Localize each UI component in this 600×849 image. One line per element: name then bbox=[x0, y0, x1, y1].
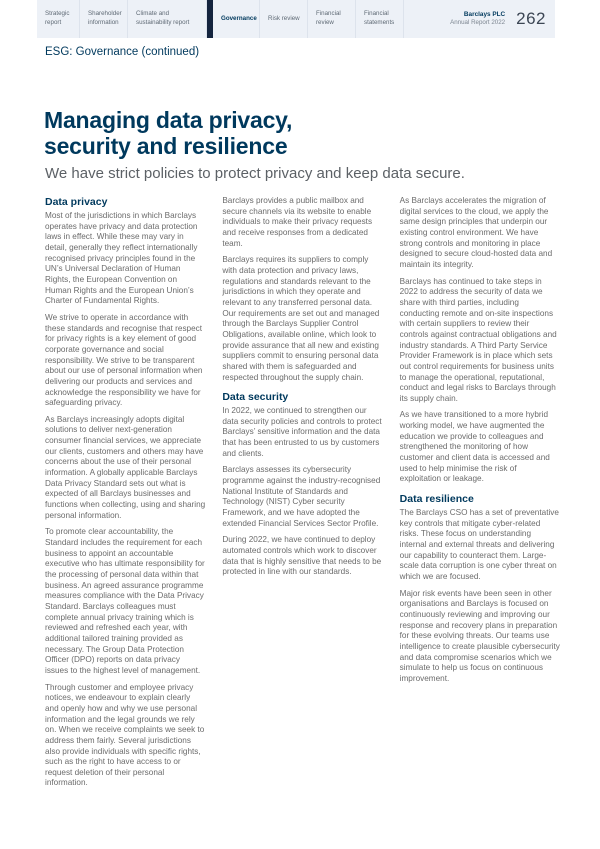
paragraph: Major risk events have been seen in other organisations and Barclays is focused on continuously reviewing and improving our response and recovery plans in preparation for these evolving threats. Our teams use intelligence to create plausible cybersecurity and data compromise scenarios which we simulate to help us focus on continuous improvement. bbox=[399, 588, 560, 683]
page-subtitle: We have strict policies to protect privacy and keep data secure. bbox=[45, 165, 465, 182]
page-title-line2: security and resilience bbox=[44, 132, 288, 159]
page-title-line1: Managing data privacy, bbox=[44, 107, 293, 133]
paragraph: To promote clear accountability, the Standard includes the requirement for each business to appoint an accountable executive who has ultimate responsibility for the processing of personal data within that business. An agreed assurance programme measures compliance with the Data Privacy Standard. Barclays colleagues must complete annual privacy training which is reviewed and refreshed each year, with additional tailored training provided as necessary. The Group Data Protection Officer (DPO) reports on data privacy issues to the highest level of management. bbox=[45, 527, 205, 675]
tab-label: Strategic report bbox=[45, 10, 70, 26]
report-nav-bar bbox=[37, 0, 555, 38]
paragraph: Barclays has continued to take steps in 2022 to address the security of data we share with third parties, including conducting remote and on-site inspections with certain suppliers to review their controls against contractual obligations and industry standards. A Third Party Service Provider Framework is in place which sets out control requirements for business units to manage the operational, reputational, conduct and legal risks to Barclays through its supply chain. bbox=[399, 276, 557, 403]
tab-climate-and-sustainability-report[interactable] bbox=[128, 0, 207, 38]
paragraph: In 2022, we continued to strengthen our data security policies and controls to protect Barclays’ sensitive information and the data that has been entrusted to us by customers and clients. bbox=[222, 406, 382, 458]
body-columns bbox=[45, 196, 560, 795]
section-heading: Data privacy bbox=[45, 196, 108, 208]
paragraph: The Barclays CSO has a set of preventative key controls that mitigate cyber-related risks. These focus on understanding internal and external threats and delivering our capability to counteract them. Large-scale data corruption is one cyber threat on which we are focused. bbox=[399, 508, 559, 581]
report-brand-area bbox=[404, 0, 555, 38]
tab-risk-review[interactable] bbox=[260, 0, 308, 38]
report-brand bbox=[450, 11, 505, 27]
text-column-3 bbox=[400, 196, 560, 795]
tab-financial-statements[interactable] bbox=[356, 0, 404, 38]
section-heading: Data resilience bbox=[399, 493, 474, 506]
brand-name: Barclays PLC bbox=[463, 10, 506, 18]
tab-label: Governance bbox=[221, 14, 257, 22]
breadcrumb: ESG: Governance (continued) bbox=[45, 46, 200, 58]
paragraph: Barclays assesses its cybersecurity programme against the industry-recognised National Institute of Standards and Technology (NIST) Cyber security Framework, and we have adopted the extended Financial Services Sector Profile. bbox=[222, 465, 381, 528]
tab-label: Financial review bbox=[316, 10, 341, 26]
tab-strategic-report[interactable] bbox=[37, 0, 80, 38]
paragraph: Barclays provides a public mailbox and secure channels via its website to enable individuals to make their privacy requests and receive responses from a dedicated team. bbox=[222, 196, 373, 248]
paragraph: Through customer and employee privacy notices, we endeavour to explain clearly and openly how and why we use personal information and the legal grounds we rely on. When we receive complaints we seek to address them fairly. Several jurisdictions also provide individuals with specific rights, such as the right to have access to or request deletion of their personal information. bbox=[45, 682, 205, 788]
paragraph: Most of the jurisdictions in which Barclays operates have privacy and data protection laws in effect. While these may vary in detail, generally they reflect internationally recognised privacy principles found in the UN’s Universal Declaration of Human Rights, the European Convention on Human Rights and the European Union’s Charter of Fundamental Rights. bbox=[45, 211, 198, 306]
tab-shareholder-information[interactable] bbox=[80, 0, 128, 38]
paragraph: Barclays requires its suppliers to comply with data protection and privacy laws, regulations and standards relevant to the jurisdictions in which they operate and relevant to any transferred personal data. Our requirements are set out and managed through the Barclays Supplier Control Obligations, available online, which look to provide assurance that all new and existing suppliers commit to ensuring personal data shared with them is safeguarded and respected throughout the supply chain. bbox=[222, 255, 380, 382]
paragraph: As Barclays accelerates the migration of digital services to the cloud, we apply the same design principles that underpin our existing control environment. We have strong controls and monitoring in place designed to secure cloud-hosted data and maintain its integrity. bbox=[399, 196, 553, 269]
text-column-1 bbox=[45, 196, 205, 795]
tab-label: Shareholder information bbox=[88, 10, 122, 26]
paragraph: We strive to operate in accordance with these standards and recognise that respect for privacy rights is a key element of good corporate governance and social responsibility. We strive to be transparent about our use of personal information when delivering our products and services and acknowledge the responsibility we have for safeguarding privacy. bbox=[45, 312, 203, 408]
tab-label: Climate and sustainability report bbox=[136, 10, 190, 26]
paragraph: During 2022, we have continued to deploy automated controls which work to discover data that is highly sensitive that needs to be protected in line with our standards. bbox=[222, 535, 382, 577]
page-title bbox=[44, 108, 292, 160]
text-column-2 bbox=[222, 196, 382, 795]
paragraph: As we have transitioned to a more hybrid working model, we have augmented the education we provide to colleagues and strengthened the monitoring of how customer and client data is accessed and used to help minimise the risk of exploitation or leakage. bbox=[399, 410, 550, 484]
tab-label: Risk review bbox=[268, 14, 300, 22]
tab-financial-review[interactable] bbox=[308, 0, 356, 38]
tab-governance[interactable] bbox=[213, 0, 260, 38]
section-heading: Data security bbox=[222, 391, 289, 404]
report-tabs bbox=[37, 0, 404, 38]
brand-report-title: Annual Report 2022 bbox=[450, 19, 506, 27]
paragraph: As Barclays increasingly adopts digital solutions to deliver next-generation consumer financial services, we appreciate our clients, customers and others may have concerns about the use of their personal information. A globally applicable Barclays Data Privacy Standard sets out what is expected of all Barclays businesses and functions when collecting, using and sharing personal information. bbox=[45, 414, 206, 520]
tab-label: Financial statements bbox=[364, 10, 395, 26]
page-number: 262 bbox=[516, 9, 546, 28]
